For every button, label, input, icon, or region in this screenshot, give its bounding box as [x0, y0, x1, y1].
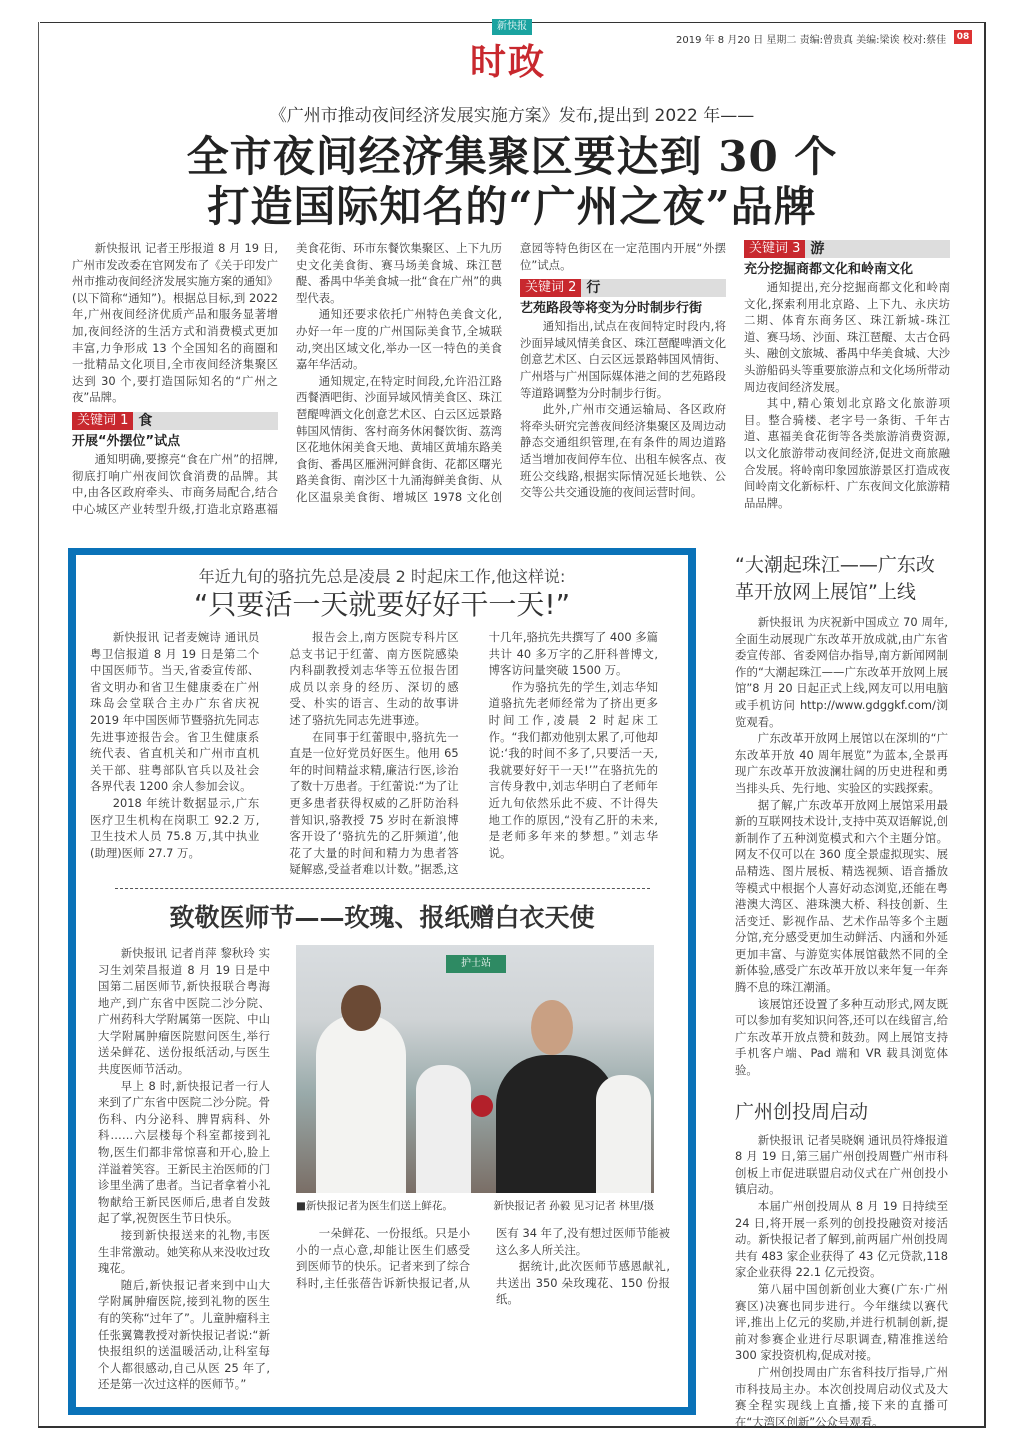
- paragraph: 通知提出,充分挖掘商都文化和岭南文化,探索利用北京路、上下九、永庆坊二期、体育东商务区、珠江新城-珠江道、赛马场、沙面、珠江琶醍、太古仓码头、融创文旅城、番禺中华美食城、大沙头游船码头等重要旅游点和文化场所带动周边夜间经济发展。: [744, 280, 950, 394]
- roses-article: [98, 945, 688, 1393]
- paragraph: 在同事于红蕾眼中,骆抗先一直是一位好党员好医生。他用 65 年的时间精益求精,廉洁行医,诊治了数十万患者。于红蕾说:“为了让更多患者获得权威的乙肝防治科普知识,骆教授 75 岁时在新浪博客开设了‘骆抗先的乙肝频道’,他花了大量的时间和精力为患者答疑解惑,受益者难以计数。”据悉,这十几年,骆抗先共撰写了 400 多篇共计 40 多万字的乙肝科普博文,博客访问量突破 1500 万。: [289, 630, 658, 877]
- paragraph: 随后,新快报记者来到中山大学附属肿瘤医院,接到礼物的医生有的笑称“过年了”。儿童肿瘤科主任张翼鷟教授对新快报记者说:“新快报组织的送温暖活动,让科室每个人都很感动,自己从医 25 年了,还是第一次过这样的医师节。”: [98, 1277, 270, 1392]
- paragraph: 通知规定,在特定时间段,允许沿江路西餐酒吧街、沙面异域风情美食区、珠江琶醍啤酒文化创意艺术区、白云区远景路韩国风情街、客村商务休闲餐饮街、荔湾区花地休闲美食天地、黄埔区黄埔东路美食街、番禺区雁洲河鲜食街、花都区曙光路美食街、南沙区十九涌海鲜美食街、从化区温泉美食街、增城区 1978 文化创意园等特色街区在一定范围内开展“外摆位”试点。: [296, 241, 726, 504]
- photo-caption: ■新快报记者为医生们送上鲜花。: [296, 1199, 453, 1212]
- roses-title: 致敬医师节——玫瑰、报纸赠白衣天使: [169, 902, 595, 932]
- paragraph: 报告会上,南方医院专科片区总支书记于红蕾、南方医院感染内科副教授刘志华等五位报告团成员以亲身的经历、深切的感受、朴实的语言、生动的故事讲述了骆抗先同志先进事迹。: [289, 630, 459, 727]
- lead-article-body: [72, 240, 950, 517]
- feature-box: [68, 548, 696, 1415]
- dateline: 2019 年 8 月20 日 星期二 责编:曾贵真 美编:梁诶 校对:蔡佳: [676, 35, 947, 46]
- keyword-2-title: 艺苑路段等将变为分时制步行街: [520, 301, 703, 317]
- paragraph: 第八届中国创新创业大赛(广东·广州赛区)决赛也同步进行。今年继续以赛代评,推出上亿元的奖励,并进行机制创新,提前对参赛企业进行尽职调查,精准推送给 300 家投资机构,促成对接。: [735, 1281, 948, 1363]
- lead-subtitle: 《广州市推动夜间经济发展实施方案》发布,提出到 2022 年——: [269, 106, 755, 126]
- paragraph: 据统计,此次医师节感恩献礼,共送出 350 朵玫瑰花、150 份报纸。: [496, 1259, 670, 1307]
- doctor-article-body: [90, 629, 658, 878]
- venture-body: [735, 1132, 948, 1431]
- venture-title: 广州创投周启动: [735, 1100, 869, 1123]
- paragraph: 一朵鲜花、一份报纸。只是小小的一点心意,却能让医生们感受到医师节的快乐。记者来到了综合科时,主任张蓓告诉新快报记者,从医有 34 年了,没有想过医师节能被这么多人所关注。: [296, 1225, 670, 1290]
- paragraph: 新快报讯 记者吴晓娴 通讯员符烽报道 8 月 19 日,第三届广州创投周暨广州市科创板上市促进联盟启动仪式在广州创投小镇启动。: [735, 1132, 948, 1197]
- paragraph: 通知还要求依托广州特色美食文化,办好一年一度的广州国际美食节,全城联动,突出区域文化,举办一区一特色的美食嘉年华活动。: [296, 307, 502, 372]
- doctor-head: [341, 985, 381, 1031]
- paragraph: 新快报讯 记者麦婉诗 通讯员粤卫信报道 8 月 19 日是第二个中国医师节。当天,省委宣传部、省文明办和省卫生健康委在广州珠岛会堂联合主办广东省庆祝 2019 年中国医师节暨骆抗先同志先进事迹报告会。省卫生健康系统代表、省直机关和广州市直机关干部、驻粤部队官兵以及社会各界代表 1200 余人参加会议。: [90, 630, 260, 794]
- keyword-tag: 关键词 1: [72, 412, 133, 430]
- dashed-divider: [115, 888, 650, 889]
- doctors-photo: [296, 945, 654, 1193]
- paragraph: 接到新快报送来的礼物,韦医生非常激动。她笑称从来没收过玫瑰花。: [98, 1228, 270, 1276]
- keyword-3-title: 充分挖掘商都文化和岭南文化: [744, 262, 914, 277]
- doctor-figure: [596, 1075, 651, 1193]
- paragraph: 作为骆抗先的学生,刘志华知道骆抗先老师经常为了挤出更多时间工作,凌晨 2 时起床工作。“我们都劝他别太累了,可他却说:‘我的时间不多了,只要活一天,我就要好好干一天!’”在骆抗先的言传身教中,刘志华明白了老师年近九旬依然乐此不疲、不计得失地工作的原因,“没有乙肝的未来,是老师多年来的梦想。”刘志华说。: [488, 679, 658, 860]
- paragraph: 广州创投周由广东省科技厅指导,广州市科技局主办。本次创投周启动仪式及大赛全程实现线上直播,接下来的直播可在“大湾区创新”公众号观看。: [735, 1364, 948, 1429]
- paragraph: 据了解,广东改革开放网上展馆采用最新的互联网技术设计,支持中英双语解说,创新制作了五种浏览模式和六个主题分馆。网友不仅可以在 360 度全景虚拟现实、展品精选、图片展板、精选视频、语音播放等模式中根据个人喜好动态浏览,还能在粤港澳大湾区、港珠澳大桥、科技创新、生活变迁、影视作品、艺术作品等多个主题分馆,充分感受更加生动鲜活、内涵和外延更加丰富、与游览实体展馆截然不同的全新体验,感受广东改革开放以来年复一年奔腾不息的珠江潮涌。: [735, 797, 948, 995]
- roses-right-area: [296, 945, 670, 1308]
- expo-title: “大潮起珠江——广东改革开放网上展馆”上线: [735, 554, 935, 603]
- right-column: [735, 552, 948, 1430]
- rose: [471, 1095, 493, 1117]
- section-title: 时政: [470, 41, 547, 83]
- paragraph: 通知明确,要擦亮“食在广州”的招牌,彻底打响广州夜间饮食消费的品牌。其中,由各区政府牵头、市商务局配合,结合中心城区产业转型升级,打造北京路惠福美食花街、环市东餐饮集聚区、上下九历史文化美食街、赛马场美食城、珠江琶醍、番禺中华美食城一批“食在广州”的典型代表。: [72, 241, 502, 516]
- nurse-station-sign: 护士站: [446, 955, 506, 973]
- lead-headline-2: 打造国际知名的“广州之夜”品牌: [207, 182, 817, 231]
- paragraph: 早上 8 时,新快报记者一行人来到了广东省中医院二沙分院。骨伤科、内分泌科、脾胃病科、外科……六层楼每个科室都接到礼物,医生们都非常惊喜和开心,脸上洋溢着笑容。王新民主治医师的门诊里坐满了患者。当记者拿着小礼物献给王新民医师后,患者自发鼓起了掌,祝贺医生节日快乐。: [98, 1078, 270, 1226]
- paragraph: 新快报讯 为庆祝新中国成立 70 周年,全面生动展现广东改革开放成就,由广东省委宣传部、省委网信办指导,南方新闻网制作的“大潮起珠江——广东改革开放网上展馆”8 月 20 日起正式上线,网友可以用电脑或手机访问 http://www.gdggkf.com/浏览观看。: [735, 615, 948, 729]
- photo-caption-row: [296, 1199, 654, 1213]
- doctor-subtitle: 年近九旬的骆抗先总是凌晨 2 时起床工作,他这样说:: [198, 567, 566, 586]
- paragraph: 其中,精心策划北京路文化旅游项目。整合骑楼、老字号一条街、千年古道、惠福美食花街等各类旅游消费资源,以文化旅游带动夜间经济,促进文商旅融合发展。将岭南印象园旅游景区打造成夜间岭南文化新标杆、广东夜间文化旅游精品品牌。: [744, 396, 950, 510]
- roses-column-1: [98, 945, 270, 1393]
- keyword-2-bar: [520, 279, 726, 297]
- keyword-word: 行: [586, 280, 601, 297]
- roses-columns-below-photo: [296, 1225, 670, 1308]
- visitor-head: [531, 1000, 573, 1055]
- paragraph: 通知指出,试点在夜间特定时段内,将沙面异域风情美食区、珠江琶醍啤酒文化创意艺术区、白云区远景路韩国风情街、广州塔与广州国际媒体港之间的艺苑路段等道路调整为分时制步行街。: [520, 319, 726, 400]
- keyword-1-title: 开展“外摆位”试点: [72, 433, 181, 449]
- doctor-title: “只要活一天就要好好干一天!”: [193, 588, 571, 621]
- paragraph: 该展馆还设置了多种互动形式,网友既可以参加有奖知识问答,还可以在线留言,给广东改革开放点赞和鼓劲。网上展馆支持手机客户端、Pad 端和 VR 载具浏览体验。: [735, 996, 948, 1078]
- lead-intro: 新快报讯 记者王彤报道 8 月 19 日,广州市发改委在官网发布了《关于印发广州市推动夜间经济发展实施方案的通知》(以下简称“通知”)。根据总目标,到 2022 年,广州夜间经济优质产品和服务显著增加,夜间经济的生活方式和消费模式更加丰富,力争形成 13 个全国知名的商圈和一批精品文化项目,全市夜间经济集聚区达到 30 个,要打造国际知名的“广州之夜”品牌。: [72, 241, 278, 405]
- keyword-word: 食: [138, 412, 153, 429]
- keyword-tag: 关键词 3: [744, 240, 805, 258]
- page-number: 08: [954, 30, 972, 44]
- keyword-word: 游: [810, 241, 825, 257]
- paragraph: 新快报讯 记者肖萍 黎秋玲 实习生刘荣昌报道 8 月 19 日是中国第二届医师节,新快报联合粤海地产,到广东省中医院二沙分院、广州药科大学附属第一医院、中山大学附属肿瘤医院慰问医生,举行送朵鲜花、送份报纸活动,与医生共度医师节活动。: [98, 945, 270, 1077]
- keyword-3-bar: [744, 240, 950, 258]
- newspaper-logo: 新快报: [492, 19, 532, 35]
- paragraph: 广东改革开放网上展馆以在深圳的“广东改革开放 40 周年展览”为蓝本,全景再现广东改革开放波澜壮阔的历史进程和勇当排头兵、先行地、实验区的实践探索。: [735, 731, 948, 795]
- doctor-figure: [316, 1015, 406, 1193]
- lead-headline-1: 全市夜间经济集聚区要达到 30 个: [186, 132, 838, 181]
- doctor-figure: [416, 1065, 471, 1193]
- paragraph: 此外,广州市交通运输局、各区政府将牵头研究完善夜间经济集聚区及周边动静态交通组织管理,在有条件的周边道路适当增加夜间停车位、出租车候客点、夜班公交线路,根据实际情况延长地铁、公交等公共交通设施的夜间运营时间。: [520, 402, 726, 500]
- photo-credit: 新快报记者 孙毅 见习记者 林里/摄: [493, 1199, 654, 1212]
- keyword-tag: 关键词 2: [520, 279, 581, 297]
- expo-body: [735, 614, 948, 1079]
- paragraph: 2018 年统计数据显示,广东医疗卫生机构在岗职工 92.2 万,卫生技术人员 75.8 万,其中执业(助理)医师 27.7 万。: [90, 795, 260, 860]
- keyword-1-bar: [72, 412, 278, 430]
- paragraph: 本届广州创投周从 8 月 19 日持续至 24 日,将开展一系列的创投投融资对接活动。新快报记者了解到,前两届广州创投周共有 483 家企业获得了 43 亿元贷款,118 家企业获得 22.1 亿元投资。: [735, 1199, 948, 1280]
